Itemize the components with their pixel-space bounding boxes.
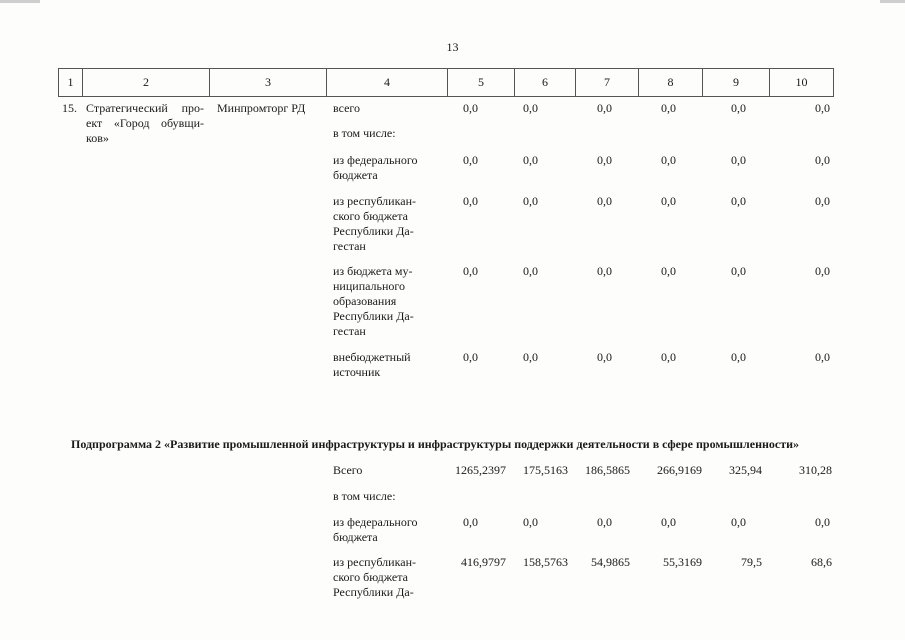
source-line: в том числе: — [333, 489, 396, 503]
value-col7: 54,9865 — [591, 555, 630, 569]
value-col7: 0,0 — [597, 194, 612, 208]
project-executor: Минпромторг РД — [217, 101, 306, 115]
value-col8: 0,0 — [661, 350, 676, 364]
source-label — [333, 463, 433, 478]
source-label — [333, 153, 433, 183]
column-header-8: 8 — [639, 69, 703, 96]
value-col5: 416,9797 — [461, 555, 506, 569]
value-col8: 0,0 — [661, 515, 676, 529]
value-col6: 175,5163 — [523, 463, 568, 477]
source-line: ниципального — [333, 279, 406, 293]
value-col8: 266,9169 — [657, 463, 702, 477]
source-line: из федерального — [333, 515, 418, 529]
value-col10: 0,0 — [815, 515, 830, 529]
value-col5: 0,0 — [463, 153, 478, 167]
value-col6: 0,0 — [523, 101, 538, 115]
scan-mark-right — [880, 0, 905, 3]
source-line: Республики Да- — [333, 309, 414, 323]
value-col5: 0,0 — [463, 264, 478, 278]
value-col6: 0,0 — [523, 153, 538, 167]
value-col9: 79,5 — [741, 555, 762, 569]
source-label — [333, 194, 433, 254]
value-col10: 0,0 — [815, 153, 830, 167]
source-line: из республикан- — [333, 555, 416, 569]
page-number: 13 — [446, 40, 459, 54]
source-label — [333, 515, 433, 545]
scan-mark-left — [0, 0, 40, 3]
value-col7: 0,0 — [597, 153, 612, 167]
source-line: Республики Да- — [333, 585, 414, 599]
source-line: из республикан- — [333, 194, 416, 208]
value-col5: 1265,2397 — [455, 463, 506, 477]
value-col7: 186,5865 — [585, 463, 630, 477]
value-col5: 0,0 — [463, 515, 478, 529]
source-line: из федерального — [333, 153, 418, 167]
value-col9: 325,94 — [729, 463, 762, 477]
value-col6: 158,5763 — [523, 555, 568, 569]
project-name-line: ект «Город обувщи- — [86, 116, 204, 130]
column-header-4: 4 — [327, 69, 448, 96]
source-label — [333, 264, 433, 339]
source-label — [333, 126, 433, 141]
project-name-line: Стратегический про- — [86, 101, 204, 115]
source-line: из бюджета му- — [333, 264, 413, 278]
source-line: ского бюджета — [333, 570, 408, 584]
value-col5: 0,0 — [463, 101, 478, 115]
project-name — [86, 101, 204, 146]
value-col9: 0,0 — [731, 153, 746, 167]
value-col10: 0,0 — [815, 194, 830, 208]
value-col6: 0,0 — [523, 194, 538, 208]
value-col8: 0,0 — [661, 153, 676, 167]
source-label — [333, 555, 433, 600]
source-line: Республики Да- — [333, 224, 414, 238]
project-name-line: ков» — [86, 131, 109, 145]
column-header-3: 3 — [210, 69, 327, 96]
value-col10: 0,0 — [815, 350, 830, 364]
column-header-6: 6 — [515, 69, 576, 96]
column-header-9: 9 — [703, 69, 770, 96]
value-col5: 0,0 — [463, 350, 478, 364]
source-label — [333, 489, 433, 504]
value-col8: 0,0 — [661, 264, 676, 278]
value-col9: 0,0 — [731, 101, 746, 115]
source-line: образования — [333, 294, 397, 308]
source-label — [333, 350, 433, 380]
value-col10: 0,0 — [815, 264, 830, 278]
column-header-row — [58, 68, 834, 97]
subprogram-title: Подпрограмма 2 «Развитие промышленной инфраструктуры и инфраструктуры поддержки деятельности в сфере промышленности» — [71, 437, 800, 451]
value-col6: 0,0 — [523, 350, 538, 364]
value-col5: 0,0 — [463, 194, 478, 208]
project-number: 15. — [62, 101, 77, 115]
value-col9: 0,0 — [731, 350, 746, 364]
value-col6: 0,0 — [523, 264, 538, 278]
source-line: Всего — [333, 463, 363, 477]
value-col8: 0,0 — [661, 101, 676, 115]
column-header-7: 7 — [576, 69, 639, 96]
column-header-5: 5 — [448, 69, 515, 96]
value-col7: 0,0 — [597, 264, 612, 278]
value-col7: 0,0 — [597, 350, 612, 364]
value-col8: 55,3169 — [663, 555, 702, 569]
column-header-1: 1 — [59, 69, 83, 96]
column-header-10: 10 — [770, 69, 834, 96]
source-line: всего — [333, 101, 361, 115]
value-col10: 310,28 — [799, 463, 832, 477]
value-col9: 0,0 — [731, 515, 746, 529]
source-line: бюджета — [333, 530, 378, 544]
value-col6: 0,0 — [523, 515, 538, 529]
source-line: гестан — [333, 324, 366, 338]
source-line: внебюджетный — [333, 350, 411, 364]
source-line: ского бюджета — [333, 209, 408, 223]
column-header-2: 2 — [83, 69, 210, 96]
value-col7: 0,0 — [597, 101, 612, 115]
value-col10: 68,6 — [811, 555, 832, 569]
value-col10: 0,0 — [815, 101, 830, 115]
value-col7: 0,0 — [597, 515, 612, 529]
value-col8: 0,0 — [661, 194, 676, 208]
source-line: бюджета — [333, 168, 378, 182]
source-line: в том числе: — [333, 126, 396, 140]
source-line: источник — [333, 365, 381, 379]
source-label — [333, 101, 433, 116]
value-col9: 0,0 — [731, 264, 746, 278]
value-col9: 0,0 — [731, 194, 746, 208]
source-line: гестан — [333, 239, 366, 253]
